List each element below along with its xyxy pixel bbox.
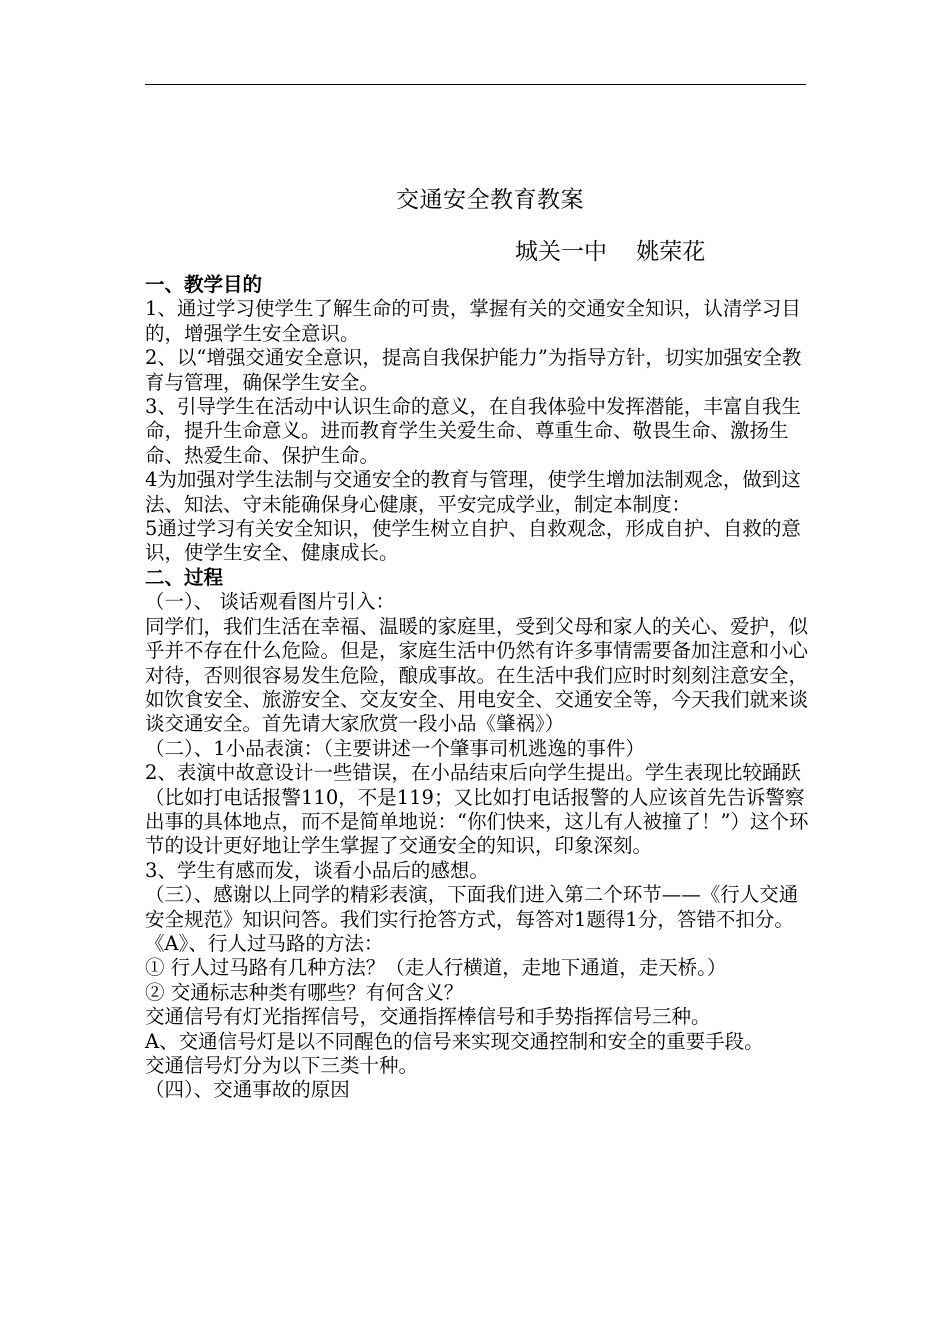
paragraph: 1、通过学习使学生了解生命的可贵，掌握有关的交通安全知识，认清学习目的，增强学生安全意识。 — [145, 297, 801, 345]
paragraph: （一）、 谈话观看图片引入： — [145, 590, 395, 614]
paragraph: 3、学生有感而发，谈看小品后的感想。 — [145, 858, 489, 882]
document-title: 交通安全教育教案 — [396, 187, 584, 213]
paragraph: A、交通信号灯是以不同醒色的信号来实现交通控制和安全的重要手段。 — [145, 1029, 764, 1053]
section-heading: 二、过程 — [145, 565, 224, 589]
paragraph: 2、表演中故意设计一些错误，在小品结束后向学生提出。学生表现比较踊跃（比如打电话报警110，不是119；又比如打电话报警的人应该首先告诉警察出事的具体地点，而不是简单地说：“你们快来，这儿有人被撞了！”）这个环节的设计更好地让学生掌握了交通安全的知识，印象深刻。 — [145, 761, 809, 858]
paragraph: （三）、感谢以上同学的精彩表演，下面我们进入第二个环节——《行人交通安全规范》知识问答。我们实行抢答方式，每答对1题得1分，答错不扣分。 — [145, 883, 799, 931]
paragraph: 2、以“增强交通安全意识，提高自我保护能力”为指导方针，切实加强安全教育与管理，确保学生安全。 — [145, 346, 802, 394]
section-heading: 一、教学目的 — [145, 273, 263, 296]
paragraph: 《A》、行人过马路的方法： — [145, 931, 384, 955]
paragraph: 5通过学习有关安全知识，使学生树立自护、自救观念，形成自护、自救的意识，使学生安全、健康成长。 — [145, 517, 801, 565]
document-body — [145, 273, 813, 1103]
author-line: 城关一中 姚荣花 — [515, 239, 706, 265]
paragraph: ② 交通标志种类有哪些？有何含义？ — [145, 980, 464, 1004]
paragraph: 交通信号灯分为以下三类十种。 — [145, 1054, 419, 1077]
paragraph: ① 行人过马路有几种方法？（走人行横道，走地下通道，走天桥。） — [145, 956, 727, 980]
paragraph: 4为加强对学生法制与交通安全的教育与管理，使学生增加法制观念，做到这法、知法、守未能确保身心健康，平安完成学业，制定本制度： — [145, 468, 801, 516]
header-rule — [145, 84, 806, 85]
paragraph: 3、引导学生在活动中认识生命的意义，在自我体验中发挥潜能，丰富自我生命，提升生命意义。进而教育学生关爱生命、尊重生命、敬畏生命、激扬生命、热爱生命、保护生命。 — [145, 395, 801, 467]
paragraph: （四）、交通事故的原因 — [145, 1078, 350, 1102]
paragraph: 交通信号有灯光指挥信号，交通指挥棒信号和手势指挥信号三种。 — [145, 1005, 711, 1029]
paragraph: （二）、1小品表演：（主要讲述一个肇事司机逃逸的事件） — [145, 736, 645, 760]
paragraph: 同学们，我们生活在幸福、温暖的家庭里，受到父母和家人的关心、爱护，似乎并不存在什么危险。但是，家庭生活中仍然有许多事情需要备加注意和小心对待，否则很容易发生危险，酿成事故。在生活中我们应时时刻刻注意安全，如饮食安全、旅游安全、交友安全、用电安全、交通安全等，今天我们就来谈谈交通安全。首先请大家欣赏一段小品《肇祸》） — [145, 614, 809, 736]
